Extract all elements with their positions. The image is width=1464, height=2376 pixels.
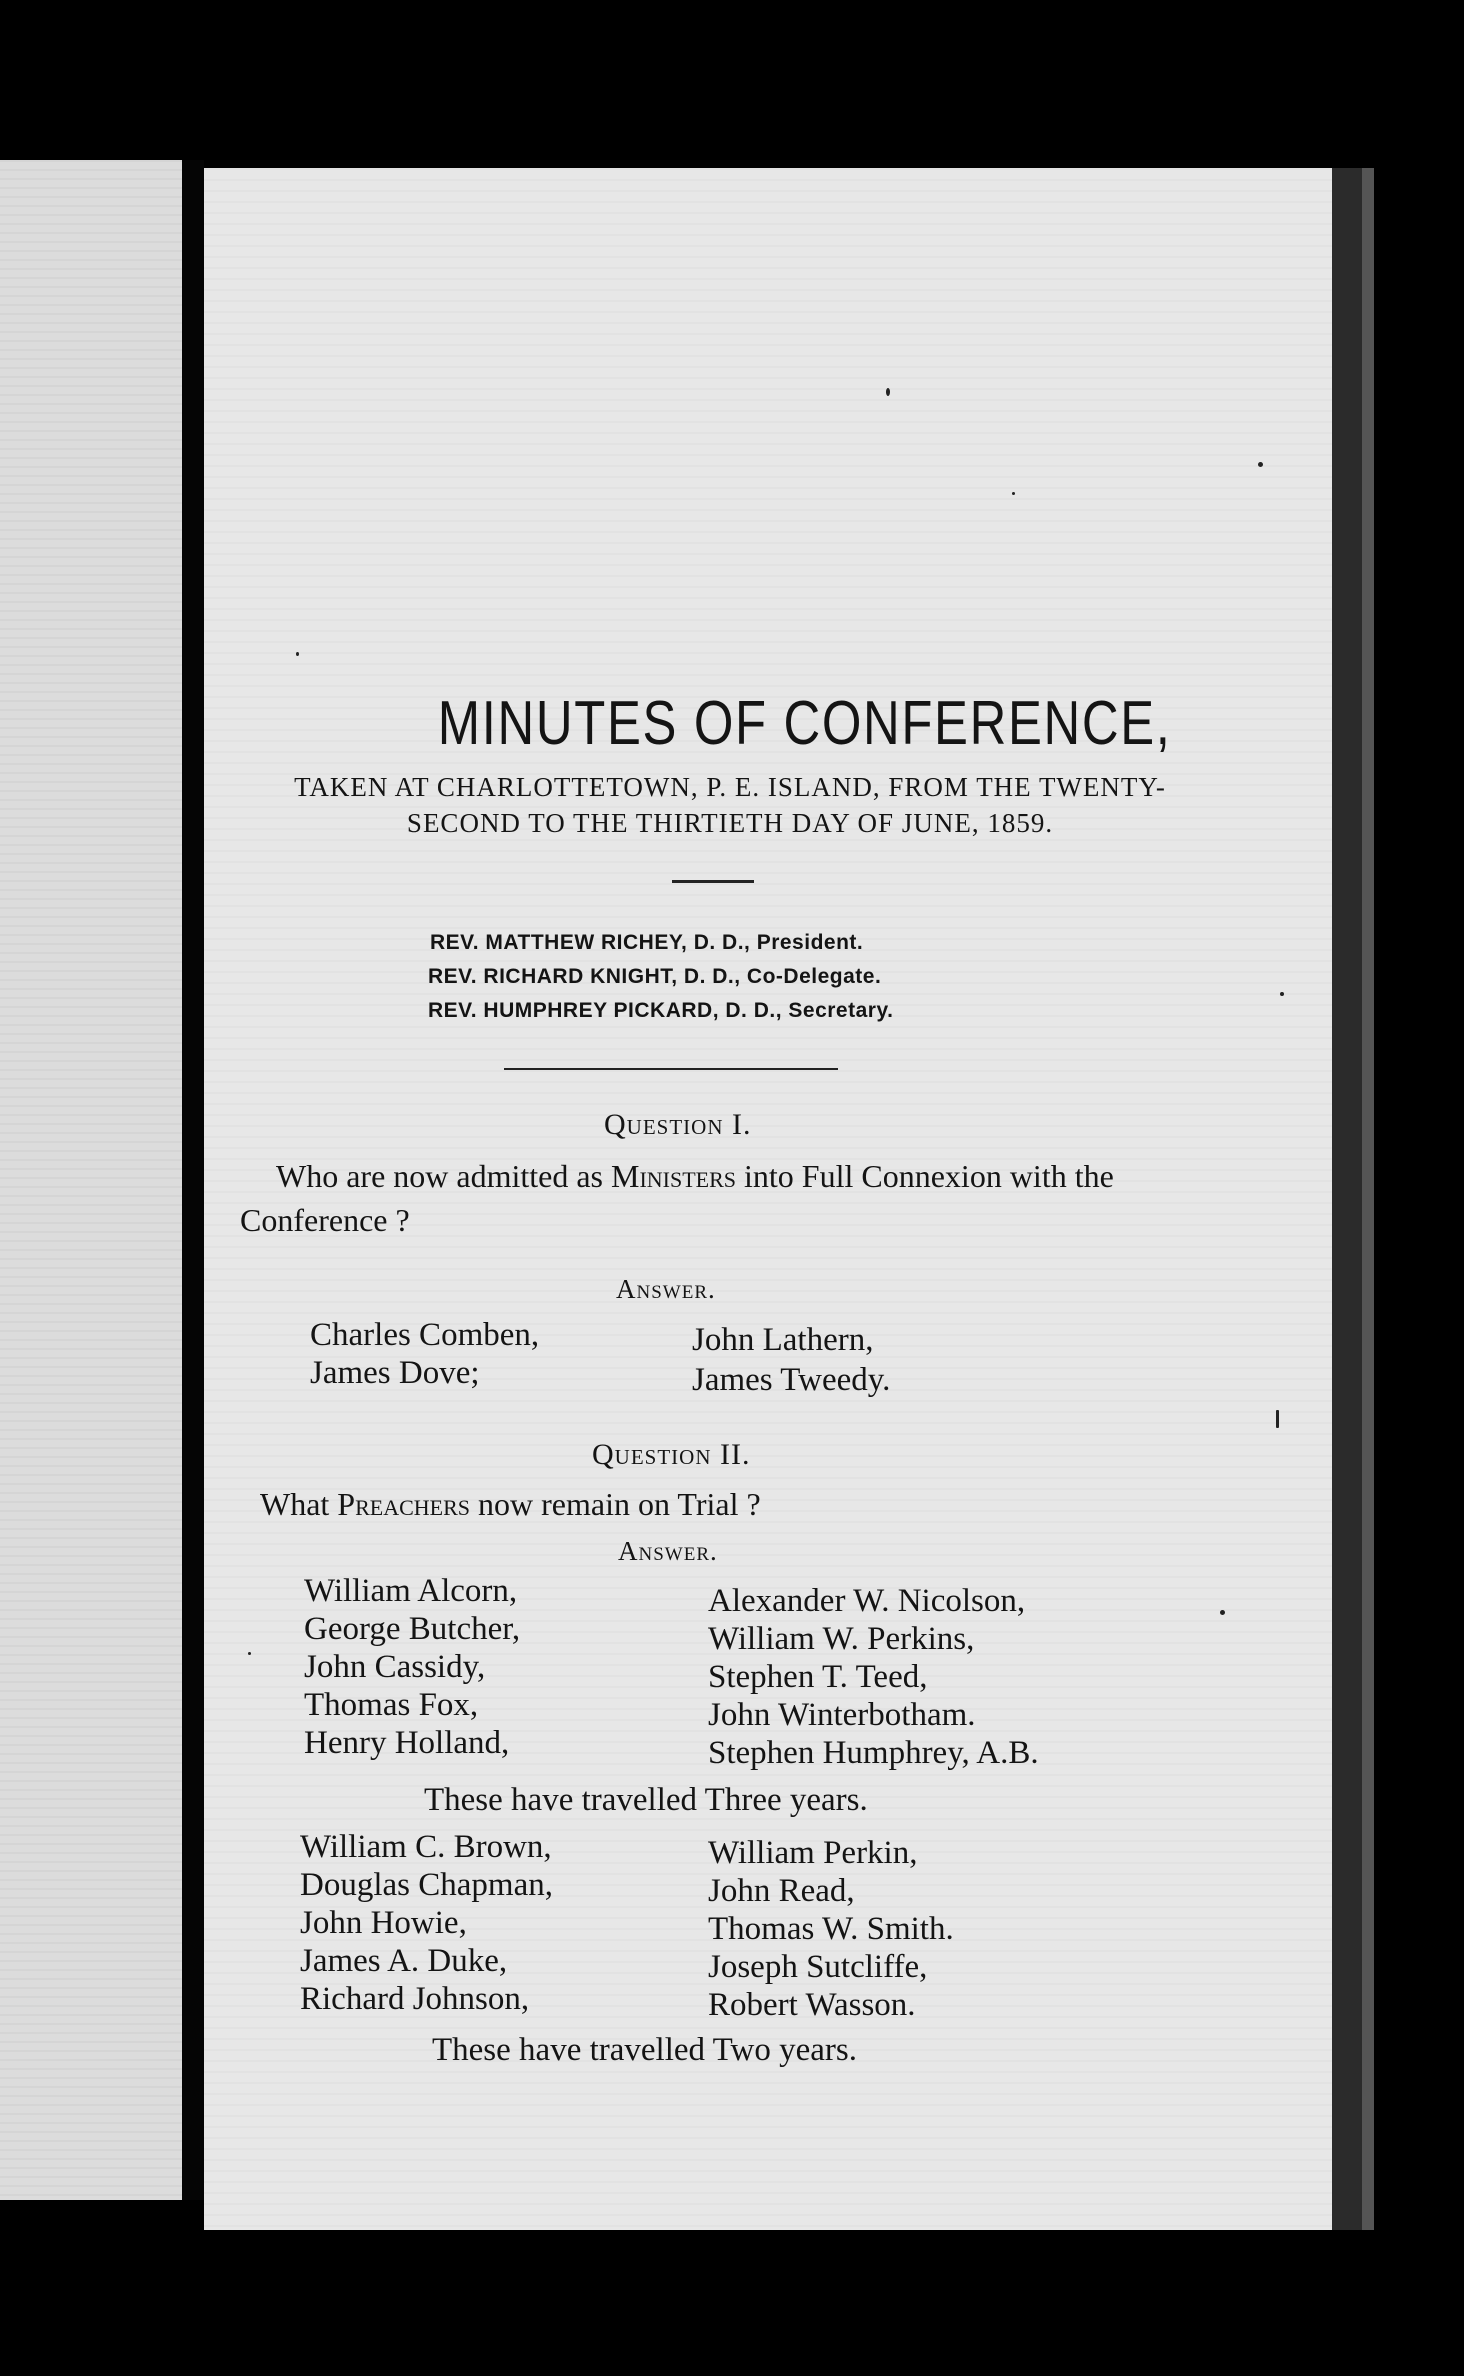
answer-2-heading: Answer. xyxy=(618,1536,718,1566)
ink-speck xyxy=(886,388,890,396)
question-2-text-before: What xyxy=(260,1486,338,1522)
page-title: MINUTES OF CONFERENCE, xyxy=(437,689,1172,758)
question-1-text-after: into Full Connexion with the Conference ? xyxy=(240,1158,1114,1238)
question-2-emphasis: Preachers xyxy=(337,1486,471,1522)
name-entry: Henry Holland, xyxy=(304,1725,510,1761)
answer-2-group-1-right xyxy=(708,1582,1039,1772)
question-1-emphasis: Ministers xyxy=(611,1158,737,1194)
name-entry: George Butcher, xyxy=(304,1611,521,1647)
answer-1-heading: Answer. xyxy=(616,1274,716,1304)
question-1-text-before: Who are now admitted as xyxy=(276,1158,611,1194)
name-entry: Thomas Fox, xyxy=(304,1687,479,1723)
name-entry: John Read, xyxy=(708,1873,855,1909)
name-entry: Alexander W. Nicolson, xyxy=(708,1583,1026,1619)
ink-speck xyxy=(1258,462,1263,467)
officer-president: REV. MATTHEW RICHEY, D. D., President. xyxy=(430,931,864,954)
question-2-text-after: now remain on Trial ? xyxy=(470,1486,761,1522)
name-entry: Thomas W. Smith. xyxy=(708,1911,954,1947)
question-2-heading: Question II. xyxy=(592,1438,751,1471)
name-entry: Douglas Chapman, xyxy=(300,1867,553,1903)
name-entry: Charles Comben, xyxy=(310,1317,540,1353)
name-entry: John Lathern, xyxy=(692,1322,874,1358)
name-entry: John Cassidy, xyxy=(304,1649,486,1685)
name-entry: Robert Wasson. xyxy=(708,1987,916,2023)
question-1-heading: Question I. xyxy=(604,1108,752,1141)
officers-list xyxy=(430,926,893,1028)
name-entry: James Tweedy. xyxy=(692,1362,891,1398)
book-gutter xyxy=(182,160,204,2200)
name-entry: William W. Perkins, xyxy=(708,1621,975,1657)
subtitle-line-2: SECOND TO THE THIRTIETH DAY OF JUNE, 1859. xyxy=(406,808,1054,838)
name-entry: Joseph Sutcliffe, xyxy=(708,1949,928,1985)
name-entry: Richard Johnson, xyxy=(300,1981,530,2017)
page-edge-shadow xyxy=(1332,168,1362,2230)
divider-long xyxy=(504,1068,838,1070)
name-entry: William Perkin, xyxy=(708,1835,918,1871)
ink-speck xyxy=(1220,1610,1225,1615)
ink-speck xyxy=(1012,492,1015,495)
name-entry: Stephen T. Teed, xyxy=(708,1659,928,1695)
answer-2-group-1-left xyxy=(304,1572,520,1762)
name-entry: James A. Duke, xyxy=(300,1943,508,1979)
answer-2-group-2-right xyxy=(708,1834,954,2024)
name-entry: John Howie, xyxy=(300,1905,467,1941)
group-1-note: These have travelled Three years. xyxy=(424,1782,868,1818)
question-1-text xyxy=(240,1154,1190,1242)
page-edge-shadow-outer xyxy=(1362,168,1374,2230)
name-entry: Stephen Humphrey, A.B. xyxy=(708,1735,1039,1771)
officer-secretary: REV. HUMPHREY PICKARD, D. D., Secretary. xyxy=(428,999,894,1022)
answer-1-names-left xyxy=(310,1316,539,1392)
answer-2-group-2-left xyxy=(300,1828,553,2018)
name-entry: William C. Brown, xyxy=(300,1829,552,1865)
ink-speck xyxy=(1276,1410,1279,1428)
group-2-note: These have travelled Two years. xyxy=(432,2032,857,2068)
document-page xyxy=(204,168,1332,2230)
question-2-text xyxy=(260,1486,761,1523)
name-entry: William Alcorn, xyxy=(304,1573,518,1609)
subtitle-line-1: TAKEN AT CHARLOTTETOWN, P. E. ISLAND, FROM THE TWENTY- xyxy=(294,772,1166,802)
officer-co-delegate: REV. RICHARD KNIGHT, D. D., Co-Delegate. xyxy=(428,965,882,988)
answer-1-names-right xyxy=(692,1320,890,1400)
ink-speck xyxy=(1280,992,1284,996)
ink-speck xyxy=(248,1652,251,1655)
ink-speck xyxy=(296,652,299,656)
name-entry: James Dove; xyxy=(310,1355,480,1391)
name-entry: John Winterbotham. xyxy=(708,1697,976,1733)
facing-page-edge xyxy=(0,160,182,2200)
divider-short xyxy=(672,880,754,883)
